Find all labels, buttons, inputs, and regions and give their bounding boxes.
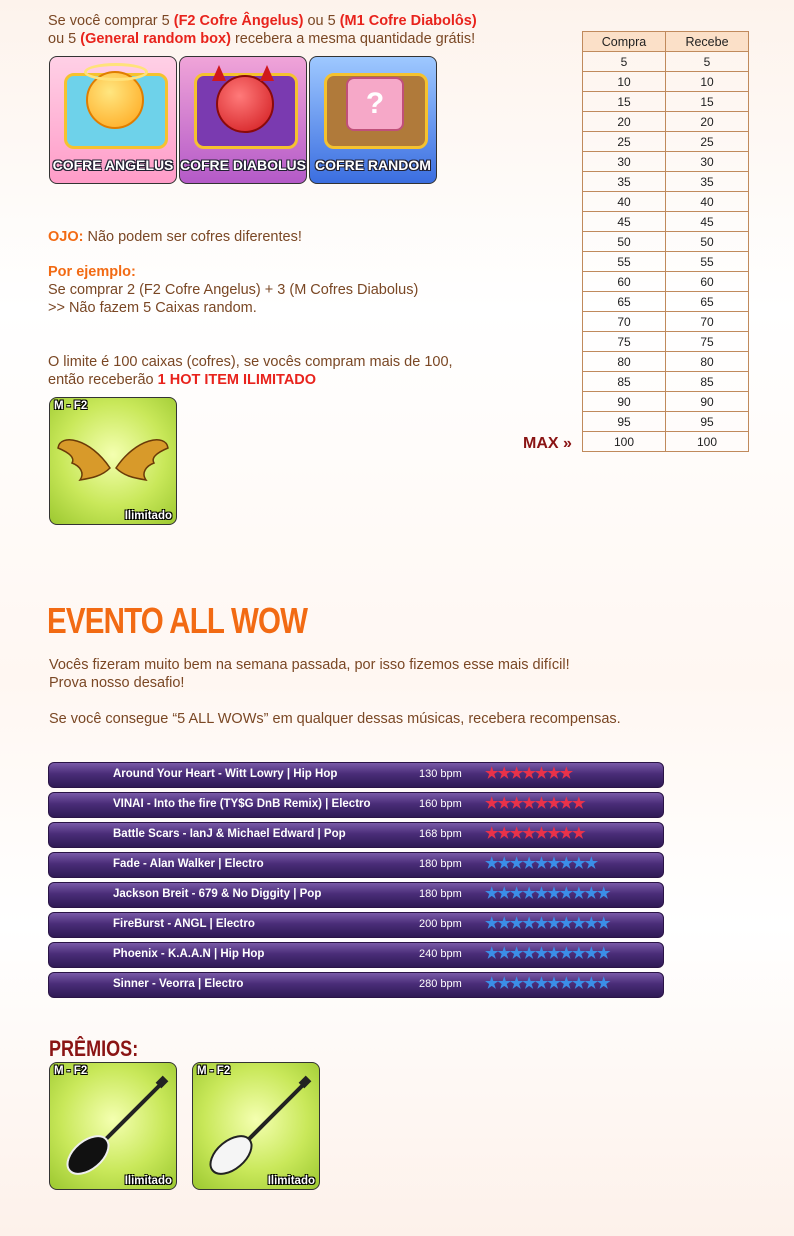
item-tag: M - F2 [54, 1065, 88, 1077]
wings-icon [50, 398, 176, 524]
recebe-cell: 95 [666, 412, 749, 432]
box-label: COFRE ANGELUS [52, 157, 174, 173]
song-bpm: 280 bpm [419, 978, 462, 990]
reward-table-row [583, 232, 749, 252]
offer-line-2 [48, 30, 475, 48]
event-para-1-line-2: Prova nosso desafio! [49, 675, 185, 691]
song-name: Sinner - Veorra | Electro [113, 978, 244, 990]
compra-cell: 25 [583, 132, 666, 152]
ojo-text: Não podem ser cofres diferentes! [83, 229, 302, 245]
cofre-angelus-image [49, 56, 177, 184]
item-tag: M - F2 [54, 400, 88, 412]
reward-table-row [583, 252, 749, 272]
song-row [48, 762, 664, 788]
offer-text: ou 5 [303, 13, 340, 29]
song-row [48, 822, 664, 848]
hot-item-wings [49, 397, 177, 525]
recebe-cell: 60 [666, 272, 749, 292]
song-name: Jackson Breit - 679 & No Diggity | Pop [113, 888, 322, 900]
reward-table-row [583, 132, 749, 152]
difficulty-stars-icon: ★★★★★★★★★ [485, 855, 598, 872]
recebe-cell: 55 [666, 252, 749, 272]
guitar-icon [50, 1063, 176, 1189]
item-badge: Ilimitado [124, 1175, 172, 1187]
recebe-cell: 40 [666, 192, 749, 212]
box-label: COFRE RANDOM [315, 157, 431, 173]
song-row [48, 792, 664, 818]
reward-table-row [583, 52, 749, 72]
reward-table-row [583, 192, 749, 212]
recebe-cell: 80 [666, 352, 749, 372]
difficulty-stars-icon: ★★★★★★★ [485, 765, 573, 782]
compra-cell: 75 [583, 332, 666, 352]
song-bpm: 200 bpm [419, 918, 462, 930]
compra-cell: 45 [583, 212, 666, 232]
song-bpm: 180 bpm [419, 888, 462, 900]
column-header-recebe: Recebe [666, 32, 749, 52]
difficulty-stars-icon: ★★★★★★★★ [485, 795, 585, 812]
offer-text: ou 5 [48, 31, 81, 47]
reward-table-row [583, 412, 749, 432]
cofre-random-image: ? COFRE RANDOM [309, 56, 437, 184]
item-badge: Ilimitado [267, 1175, 315, 1187]
prizes-title: PRÊMIOS: [49, 1036, 139, 1061]
reward-table-row [583, 312, 749, 332]
recebe-cell: 5 [666, 52, 749, 72]
compra-cell: 30 [583, 152, 666, 172]
offer-text: Se você comprar 5 [48, 13, 174, 29]
compra-cell: 35 [583, 172, 666, 192]
song-bpm: 160 bpm [419, 798, 462, 810]
box-label: COFRE DIABOLUS [180, 157, 306, 173]
reward-table-header [583, 32, 749, 52]
compra-cell: 50 [583, 232, 666, 252]
compra-cell: 100 [583, 432, 666, 452]
recebe-cell: 65 [666, 292, 749, 312]
recebe-cell: 45 [666, 212, 749, 232]
reward-table-row [583, 372, 749, 392]
difficulty-stars-icon: ★★★★★★★★★★ [485, 885, 610, 902]
difficulty-stars-icon: ★★★★★★★★★★ [485, 975, 610, 992]
example-line-1: Se comprar 2 (F2 Cofre Angelus) + 3 (M Cofres Diabolus) [48, 282, 419, 298]
reward-table-row [583, 152, 749, 172]
reward-table-row [583, 172, 749, 192]
offer-angelus: (F2 Cofre Ângelus) [173, 13, 304, 29]
difficulty-stars-icon: ★★★★★★★★★★ [485, 915, 610, 932]
song-name: Battle Scars - IanJ & Michael Edward | Pop [113, 828, 346, 840]
song-name: FireBurst - ANGL | Electro [113, 918, 255, 930]
offer-text: recebera a mesma quantidade grátis! [230, 31, 476, 47]
compra-cell: 90 [583, 392, 666, 412]
example-line-2: >> Não fazem 5 Caixas random. [48, 300, 257, 316]
compra-cell: 70 [583, 312, 666, 332]
limit-text: então receberão [48, 372, 158, 388]
song-row [48, 882, 664, 908]
reward-table-row [583, 392, 749, 412]
recebe-cell: 90 [666, 392, 749, 412]
recebe-cell: 20 [666, 112, 749, 132]
song-bpm: 168 bpm [419, 828, 462, 840]
song-row [48, 912, 664, 938]
limit-line-1: O limite é 100 caixas (cofres), se vocês compram mais de 100, [48, 354, 453, 370]
compra-cell: 60 [583, 272, 666, 292]
reward-table-row [583, 352, 749, 372]
max-label: MAX » [523, 435, 572, 452]
event-para-1-line-1: Vocês fizeram muito bem na semana passada, por isso fizemos esse mais difícil! [49, 657, 570, 673]
hot-item-label: 1 HOT ITEM ILIMITADO [157, 372, 317, 388]
offer-line-1 [48, 12, 477, 30]
recebe-cell: 85 [666, 372, 749, 392]
reward-table-row [583, 112, 749, 132]
song-name: Around Your Heart - Witt Lowry | Hip Hop [113, 768, 338, 780]
recebe-cell: 10 [666, 72, 749, 92]
recebe-cell: 50 [666, 232, 749, 252]
reward-table [582, 31, 749, 452]
difficulty-stars-icon: ★★★★★★★★★★ [485, 945, 610, 962]
song-bpm: 240 bpm [419, 948, 462, 960]
ojo-label: OJO: [48, 229, 84, 245]
compra-cell: 10 [583, 72, 666, 92]
compra-cell: 55 [583, 252, 666, 272]
recebe-cell: 30 [666, 152, 749, 172]
recebe-cell: 100 [666, 432, 749, 452]
item-badge: Ilimitado [124, 510, 172, 522]
reward-table-row [583, 212, 749, 232]
limit-line-2 [48, 371, 316, 389]
compra-cell: 80 [583, 352, 666, 372]
event-title: EVENTO ALL WOW [47, 600, 308, 641]
prize-guitar-black [49, 1062, 177, 1190]
recebe-cell: 25 [666, 132, 749, 152]
offer-random: (General random box) [80, 31, 231, 47]
recebe-cell: 15 [666, 92, 749, 112]
compra-cell: 85 [583, 372, 666, 392]
recebe-cell: 35 [666, 172, 749, 192]
item-tag: M - F2 [197, 1065, 231, 1077]
cofre-diabolus-image [179, 56, 307, 184]
song-row [48, 972, 664, 998]
event-para-2: Se você consegue “5 ALL WOWs” em qualquer dessas músicas, recebera recompensas. [49, 711, 621, 727]
compra-cell: 40 [583, 192, 666, 212]
song-name: VINAI - Into the fire (TY$G DnB Remix) | Electro [113, 798, 371, 810]
reward-table-row [583, 92, 749, 112]
song-row [48, 942, 664, 968]
song-row [48, 852, 664, 878]
difficulty-stars-icon: ★★★★★★★★ [485, 825, 585, 842]
reward-table-row [583, 272, 749, 292]
song-name: Phoenix - K.A.A.N | Hip Hop [113, 948, 265, 960]
compra-cell: 15 [583, 92, 666, 112]
recebe-cell: 70 [666, 312, 749, 332]
reward-table-row [583, 72, 749, 92]
compra-cell: 20 [583, 112, 666, 132]
reward-table-row [583, 292, 749, 312]
compra-cell: 95 [583, 412, 666, 432]
column-header-compra: Compra [583, 32, 666, 52]
song-bpm: 130 bpm [419, 768, 462, 780]
example-label: Por ejemplo: [48, 264, 136, 280]
song-bpm: 180 bpm [419, 858, 462, 870]
song-name: Fade - Alan Walker | Electro [113, 858, 264, 870]
recebe-cell: 75 [666, 332, 749, 352]
prize-guitar-white [192, 1062, 320, 1190]
compra-cell: 5 [583, 52, 666, 72]
reward-table-row [583, 432, 749, 452]
warning-line [48, 228, 302, 246]
compra-cell: 65 [583, 292, 666, 312]
guitar-icon [193, 1063, 319, 1189]
offer-diabolus: (M1 Cofre Diabolôs) [339, 13, 477, 29]
reward-table-row [583, 332, 749, 352]
